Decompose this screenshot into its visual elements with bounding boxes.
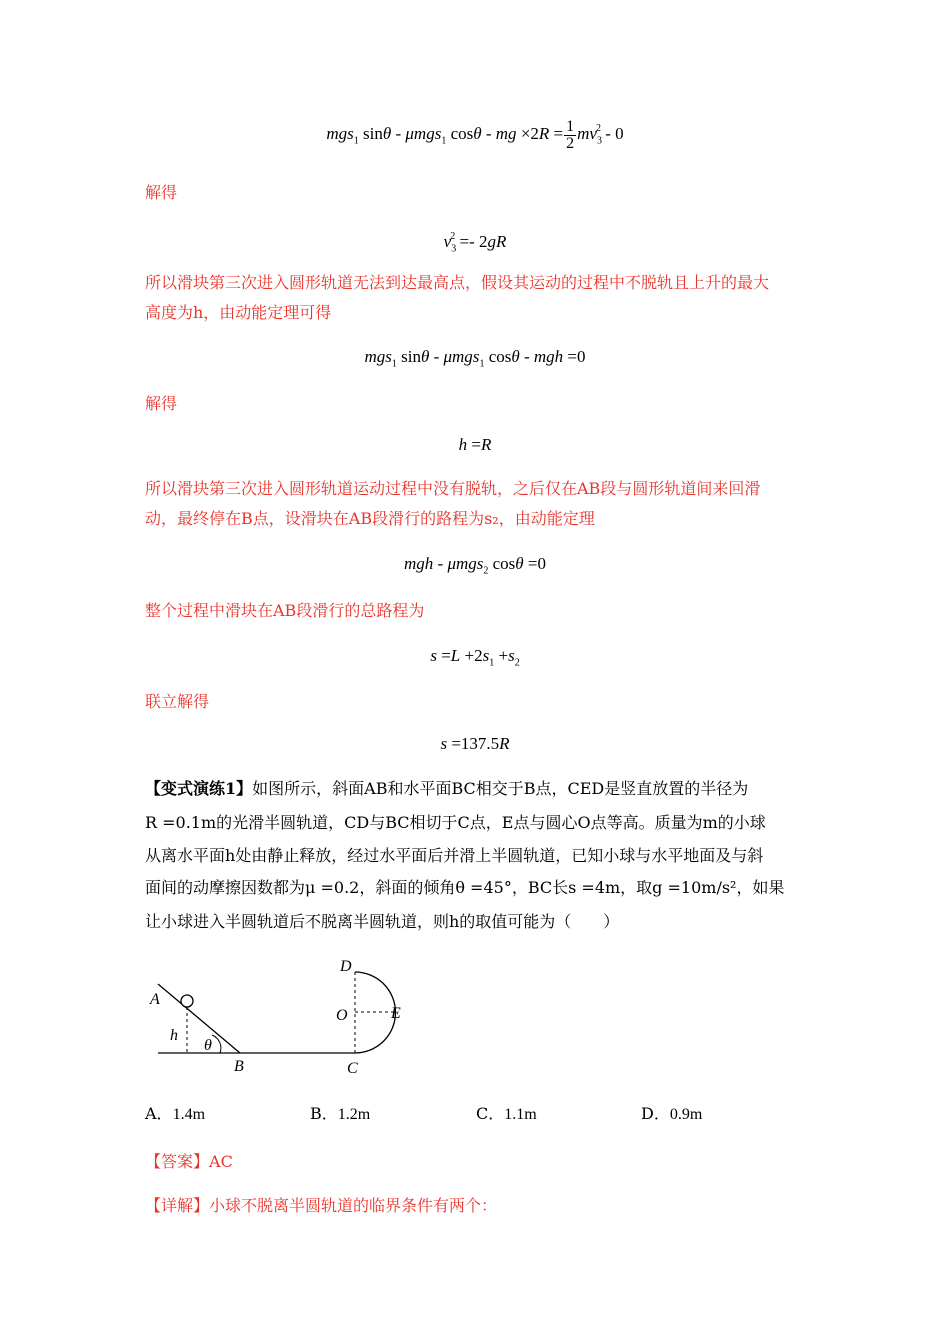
ball <box>181 995 193 1007</box>
solution-para1-line1: 所以滑块第三次进入圆形轨道无法到达最高点，假设其运动的过程中不脱轨且上升的最大 <box>145 273 770 292</box>
problem-line-3: 从离水平面h处由静止释放，经过水平面后并滑上半圆轨道，已知小球与水平地面及与斜 <box>145 846 764 865</box>
label-e: E <box>391 1005 401 1022</box>
detail-line <box>145 1196 497 1216</box>
problem-line-4: 面间的动摩擦因数都为μ =0.2，斜面的倾角θ =45°，BC长s =4m，取g =10m/s²，如果 <box>145 878 785 897</box>
label-h: h <box>170 1027 178 1044</box>
solution-lianli: 联立解得 <box>145 692 210 711</box>
label-d: D <box>340 958 352 975</box>
answer-label: 【答案】 <box>145 1152 210 1171</box>
solution-jiede-1: 解得 <box>145 183 178 202</box>
answer-line <box>145 1152 233 1172</box>
problem-line-1: 【变式演练1】如图所示，斜面AB和水平面BC相交于B点，CED是竖直放置的半径为 <box>145 779 749 798</box>
label-a: A <box>150 991 160 1008</box>
label-theta: θ <box>204 1037 212 1054</box>
equation-energy-2: mgs$_1$ sinθ - μmgs$_1$ cosθ - mgh =0 <box>364 347 586 370</box>
option-b[interactable]: B．1.2m <box>310 1104 371 1123</box>
detail-text: 小球不脱离半圆轨道的临界条件有两个： <box>209 1196 498 1215</box>
theta-arc <box>212 1035 221 1053</box>
equation-energy-1: mgs$_1$ sinθ - μmgs$_1$ cosθ - mg ×2R = $\frac{1}{2}$ $mv_3^2 - 0$ <box>326 117 624 152</box>
solution-para2-line1: 所以滑块第三次进入圆形轨道运动过程中没有脱轨，之后仅在AB段与圆形轨道间来回滑 <box>145 479 761 498</box>
equation-energy-3: mgh - μmgs$_2$ cosθ =0 <box>403 554 546 577</box>
equation-total-path: $s =L +2s_1 +s_2$ <box>430 646 520 669</box>
equation-result: s =137.5R <box>440 734 510 753</box>
detail-label: 【详解】 <box>145 1196 210 1215</box>
problem-line-5: 让小球进入半圆轨道后不脱离半圆轨道，则h的取值可能为（ ） <box>145 912 620 931</box>
solution-para1-line2: 高度为h，由动能定理可得 <box>145 303 332 322</box>
incline-semicircle-diagram <box>140 952 420 1082</box>
label-o: O <box>336 1007 348 1024</box>
solution-para2-line2: 动，最终停在B点，设滑块在AB段滑行的路程为s₂，由动能定理 <box>145 509 595 528</box>
label-b: B <box>234 1058 244 1075</box>
answer-value: AC <box>209 1152 233 1171</box>
equation-h-equals-r: h =R <box>458 435 492 454</box>
solution-jiede-2: 解得 <box>145 394 178 413</box>
problem-title: 【变式演练1】 <box>145 779 253 798</box>
option-a[interactable]: A．1.4m <box>145 1104 206 1123</box>
problem-line-2: R =0.1m的光滑半圆轨道，CD与BC相切于C点，E点与圆心O点等高。质量为m的小球 <box>145 813 766 832</box>
equation-v3-squared: $v_3^2 =- 2gR$ <box>443 231 507 255</box>
option-c[interactable]: C．1.1m <box>476 1104 537 1123</box>
label-c: C <box>347 1060 358 1077</box>
option-d[interactable]: D．0.9m <box>641 1104 703 1123</box>
solution-para3: 整个过程中滑块在AB段滑行的总路程为 <box>145 601 425 620</box>
